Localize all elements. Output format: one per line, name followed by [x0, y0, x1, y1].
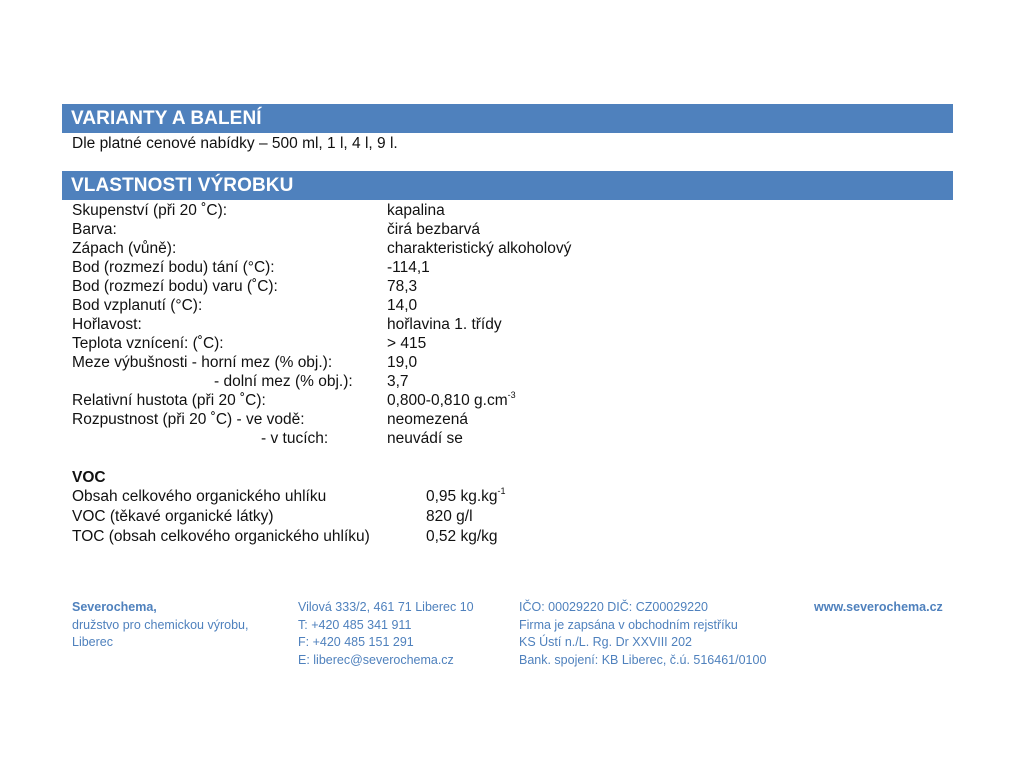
density-exponent: -3	[507, 389, 516, 400]
property-row	[72, 410, 772, 429]
property-value	[387, 391, 516, 410]
property-value: čirá bezbarvá	[387, 221, 481, 238]
voc-row	[72, 487, 772, 506]
property-row	[72, 429, 772, 448]
property-value: > 415	[387, 335, 427, 352]
property-row	[72, 391, 772, 410]
property-row	[72, 372, 772, 391]
property-value: 78,3	[387, 278, 418, 295]
property-value: charakteristický alkoholový	[387, 240, 572, 257]
contact-phone: T: +420 485 341 911	[298, 617, 412, 632]
property-label: Zápach (vůně):	[72, 240, 177, 257]
property-label: Bod vzplanutí (°C):	[72, 297, 203, 314]
voc-label: Obsah celkového organického uhlíku	[72, 488, 327, 505]
property-value: 14,0	[387, 297, 418, 314]
property-label: Barva:	[72, 221, 117, 238]
registration-ids: IČO: 00029220 DIČ: CZ00029220	[519, 600, 709, 614]
property-value: hořlavina 1. třídy	[387, 316, 502, 333]
property-row	[72, 315, 772, 334]
toc-content-exponent: -1	[497, 485, 506, 496]
voc-label: VOC (těkavé organické látky)	[72, 508, 274, 525]
website-link[interactable]: www.severochema.cz	[814, 600, 943, 614]
property-row	[72, 353, 772, 372]
property-label: Relativní hustota (při 20 ˚C):	[72, 392, 266, 409]
footer-company	[72, 599, 248, 652]
property-label: Skupenství (při 20 ˚C):	[72, 202, 228, 219]
property-row	[72, 277, 772, 296]
property-value: -114,1	[387, 259, 430, 276]
voc-label: TOC (obsah celkového organického uhlíku)	[72, 528, 370, 545]
property-label: - dolní mez (% obj.):	[214, 373, 353, 390]
property-value: 19,0	[387, 354, 418, 371]
property-value: 3,7	[387, 373, 409, 390]
toc-content-value: 0,95 kg.kg	[426, 488, 498, 505]
property-label: Bod (rozmezí bodu) tání (°C):	[72, 259, 275, 276]
contact-fax: F: +420 485 151 291	[298, 635, 414, 649]
property-row	[72, 220, 772, 239]
density-value: 0,800-0,810 g.cm	[387, 392, 508, 409]
property-value: kapalina	[387, 202, 445, 219]
voc-row	[72, 527, 772, 546]
voc-value: 820 g/l	[426, 508, 473, 525]
company-name: Severochema,	[72, 600, 157, 614]
property-row	[72, 239, 772, 258]
footer-registration	[519, 599, 766, 669]
voc-value	[426, 487, 506, 506]
property-row	[72, 258, 772, 277]
company-line: družstvo pro chemickou výrobu,	[72, 617, 249, 632]
property-label: Bod (rozmezí bodu) varu (˚C):	[72, 278, 278, 295]
property-label: Teplota vznícení: (˚C):	[72, 335, 224, 352]
property-row	[72, 201, 772, 220]
property-label: Meze výbušnosti - horní mez (% obj.):	[72, 354, 333, 371]
contact-address: Vilová 333/2, 461 71 Liberec 10	[298, 600, 474, 614]
contact-email: E: liberec@severochema.cz	[298, 652, 454, 667]
footer-contact	[298, 599, 474, 669]
bank-account: Bank. spojení: KB Liberec, č.ú. 516461/0100	[519, 652, 767, 667]
registration-line: KS Ústí n./L. Rg. Dr XXVIII 202	[519, 635, 692, 649]
property-label: - v tucích:	[261, 430, 329, 447]
property-row	[72, 334, 772, 353]
property-value: neuvádí se	[387, 430, 463, 447]
section-header-packaging: VARIANTY A BALENÍ	[62, 104, 953, 133]
registration-line: Firma je zapsána v obchodním rejstříku	[519, 617, 738, 632]
property-label: Rozpustnost (při 20 ˚C) - ve vodě:	[72, 411, 305, 428]
property-label: Hořlavost:	[72, 316, 142, 333]
voc-heading: VOC	[72, 469, 106, 486]
voc-row	[72, 507, 772, 526]
company-line: Liberec	[72, 635, 113, 649]
property-value: neomezená	[387, 411, 469, 428]
packaging-text: Dle platné cenové nabídky – 500 ml, 1 l, 4 l, 9 l.	[72, 135, 398, 152]
voc-value: 0,52 kg/kg	[426, 528, 498, 545]
property-row	[72, 296, 772, 315]
section-header-properties: VLASTNOSTI VÝROBKU	[62, 171, 953, 200]
